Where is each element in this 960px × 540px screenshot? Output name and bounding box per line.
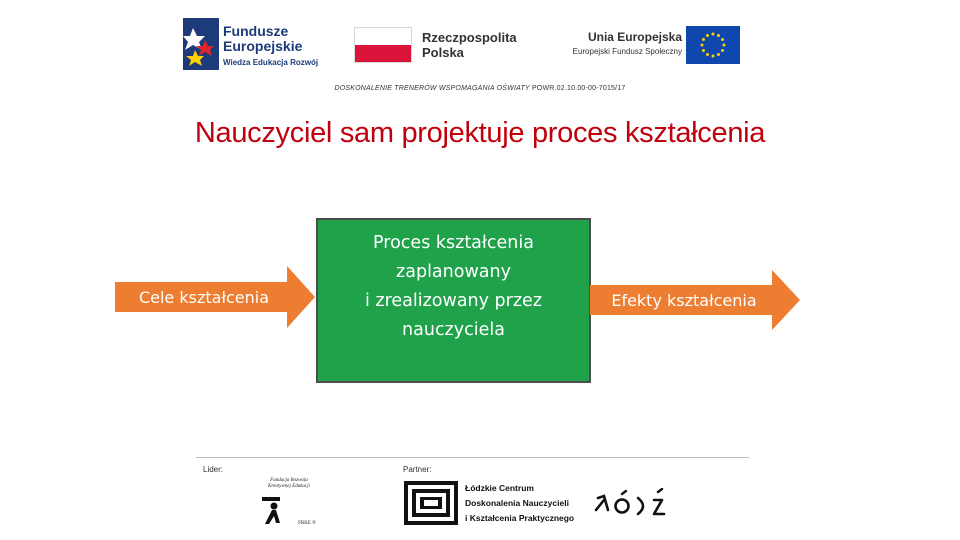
eu-star-icon bbox=[701, 44, 704, 47]
fundusze-line1: Fundusze bbox=[223, 23, 289, 39]
eu-star-icon bbox=[721, 49, 724, 52]
eu-star-icon bbox=[717, 34, 720, 37]
fundusze-line2: Europejskie bbox=[223, 38, 303, 54]
process-line-4: nauczyciela bbox=[402, 319, 505, 340]
process-line-1: Proces kształcenia bbox=[373, 232, 534, 253]
eu-star-icon bbox=[706, 53, 709, 56]
slide-title: Nauczyciel sam projektuje proces kształcenia bbox=[194, 117, 766, 149]
eu-star-icon bbox=[712, 55, 715, 58]
fundusze-line3: Wiedza Edukacja Rozwój bbox=[223, 58, 319, 67]
eu-star-icon bbox=[717, 53, 720, 56]
lider-logo bbox=[256, 474, 318, 529]
outcomes-arrow bbox=[590, 270, 800, 330]
partner-line-3: i Kształcenia Praktycznego bbox=[465, 513, 575, 523]
logo-rzeczpospolita-polska bbox=[354, 26, 524, 66]
concentric-squares-icon bbox=[403, 480, 459, 526]
project-name: DOSKONALENIE TRENERÓW WSPOMAGANIA OŚWIATY bbox=[334, 85, 530, 92]
eu-star-icon bbox=[706, 34, 709, 37]
project-code: POWR.02.10.00-00-7015/17 bbox=[529, 85, 626, 92]
goals-arrow bbox=[115, 266, 315, 328]
process-box bbox=[316, 218, 591, 383]
lider-logo-tag: FRKE ® bbox=[298, 521, 316, 526]
lodz-logo-mark-icon bbox=[592, 488, 672, 520]
eu-star-icon bbox=[712, 33, 715, 36]
eu-star-icon bbox=[702, 38, 705, 41]
eu-star-icon bbox=[723, 44, 726, 47]
outcomes-arrow-label: Efekty kształcenia bbox=[611, 290, 757, 310]
project-code-line bbox=[0, 85, 960, 92]
lider-logo-text: Fundacja Rozwoju Kreatywnej Edukacji bbox=[268, 478, 310, 489]
lodz-city-logo bbox=[592, 488, 672, 520]
ue-line2: Europejski Fundusz Społeczny bbox=[572, 47, 682, 56]
lider-label: Lider: bbox=[203, 465, 224, 474]
eu-star-icon bbox=[702, 49, 705, 52]
process-line-2: zaplanowany bbox=[396, 261, 511, 282]
rp-line2: Polska bbox=[422, 45, 464, 60]
partner-line-2: Doskonalenia Nauczycieli bbox=[465, 498, 569, 508]
process-line-3: i zrealizowany przez bbox=[364, 290, 543, 311]
logo-unia-europejska bbox=[552, 26, 742, 66]
walking-figure-icon bbox=[260, 496, 286, 526]
partner-line-1: Łódzkie Centrum bbox=[465, 483, 534, 493]
polish-flag-icon bbox=[354, 27, 412, 63]
eu-star-icon bbox=[721, 38, 724, 41]
partner-lcdnikp-logo bbox=[403, 480, 575, 526]
rp-line1: Rzeczpospolita bbox=[422, 30, 517, 45]
partner-label: Partner: bbox=[403, 465, 432, 474]
fundusze-europejskie-mark-icon bbox=[183, 18, 219, 70]
goals-arrow-label: Cele kształcenia bbox=[138, 287, 270, 307]
logo-fundusze-europejskie bbox=[183, 18, 323, 70]
eu-flag-icon bbox=[686, 26, 740, 64]
ue-line1: Unia Europejska bbox=[587, 30, 682, 44]
footer-divider bbox=[196, 457, 749, 458]
